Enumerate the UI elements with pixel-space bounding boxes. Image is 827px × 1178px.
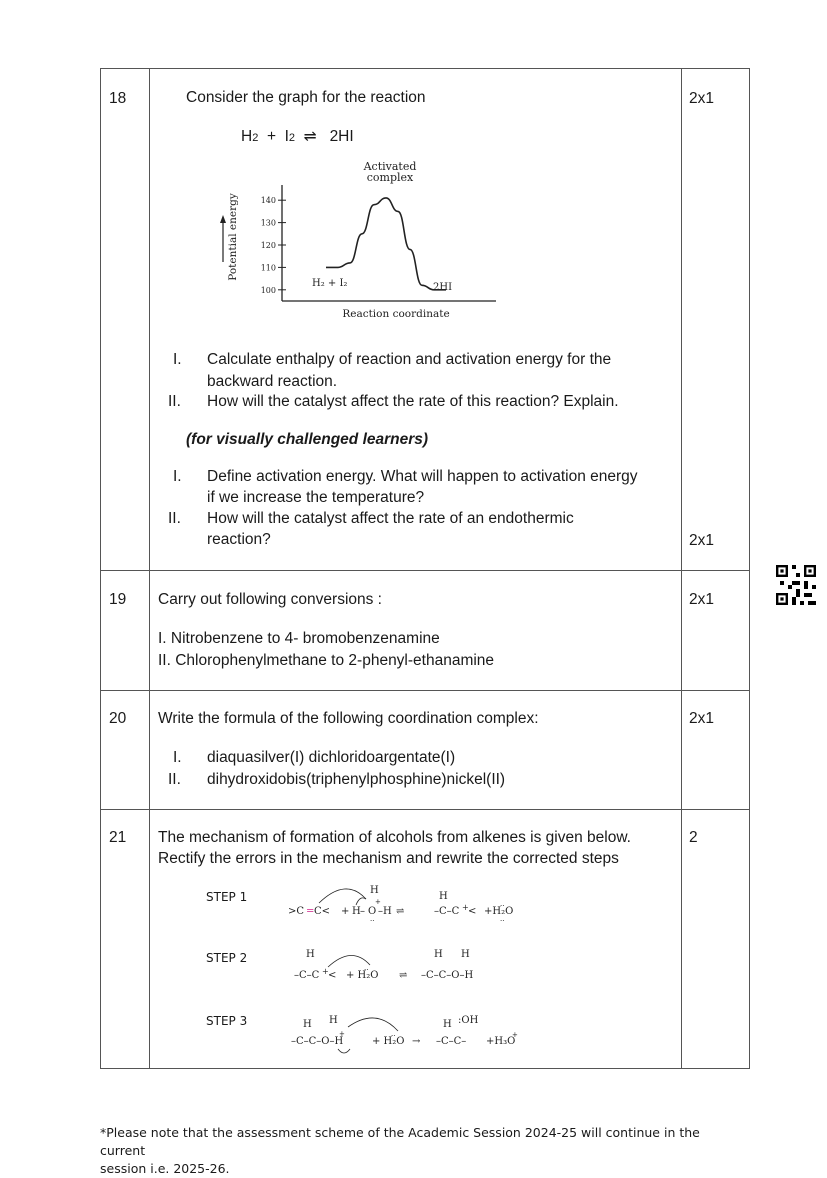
vi-heading: (for visually challenged learners) — [186, 431, 429, 448]
vi-item-roman: II. — [168, 510, 181, 527]
reactant-label: H₂ + I₂ — [312, 278, 348, 289]
svg-text:–C–C: –C–C — [294, 970, 320, 981]
item-text: Calculate enthalpy of reaction and activation energy for the — [207, 351, 612, 368]
question-line: The mechanism of formation of alcohols from alkenes is given below. — [158, 829, 631, 846]
question-line: Rectify the errors in the mechanism and rewrite the corrected steps — [158, 850, 619, 867]
marks: 2x1 — [689, 532, 714, 549]
svg-text:+: + — [462, 903, 469, 912]
svg-text:..: .. — [500, 900, 505, 908]
step2-structure — [294, 949, 474, 981]
y-tick-label: 130 — [260, 218, 276, 228]
y-label-arrowhead — [220, 215, 226, 223]
vi-item-text-cont: if we increase the temperature? — [207, 489, 425, 506]
qr-code — [776, 565, 816, 605]
step1-structure — [288, 885, 513, 923]
y-tick-label: 120 — [260, 241, 276, 250]
svg-text:+: + — [322, 967, 329, 976]
svg-text:H: H — [443, 1019, 452, 1030]
footer-line: *Please note that the assessment scheme of the Academic Session 2024-25 will continue in the current — [100, 1125, 700, 1158]
marks: 2x1 — [689, 710, 714, 727]
svg-text:H: H — [434, 949, 443, 960]
product-label: 2HI — [433, 282, 453, 293]
svg-text:→: → — [412, 1036, 421, 1047]
item-text-cont: backward reaction. — [207, 373, 338, 390]
footer-line: session i.e. 2025-26. — [100, 1161, 230, 1176]
svg-text:⇌: ⇌ — [399, 970, 408, 981]
conversion-item: I. Nitrobenzene to 4- bromobenzenamine — [158, 630, 440, 647]
question-intro: Consider the graph for the reaction — [186, 89, 426, 106]
svg-text:+H₃O: +H₃O — [486, 1036, 516, 1047]
svg-text:H: H — [329, 1015, 338, 1026]
row-separator — [101, 809, 749, 810]
column-divider-marks — [681, 69, 682, 1068]
svg-text:H: H — [370, 885, 379, 896]
vi-item-text: How will the catalyst affect the rate of an endothermic — [207, 510, 574, 527]
step-label: STEP 2 — [206, 951, 248, 965]
svg-text:..: .. — [370, 915, 375, 923]
vi-item-text-cont: reaction? — [207, 531, 271, 548]
footer-note — [100, 1124, 740, 1178]
svg-text::OH: :OH — [458, 1015, 479, 1026]
svg-text:–: – — [360, 906, 365, 917]
energy-curve — [326, 198, 446, 290]
question-number: 19 — [109, 591, 127, 608]
question-intro: Write the formula of the following coordination complex: — [158, 710, 539, 727]
svg-text:+ H₂O: + H₂O — [372, 1036, 405, 1047]
step-label: STEP 3 — [206, 1014, 248, 1028]
question-number: 21 — [109, 829, 127, 846]
conversion-item: II. Chlorophenylmethane to 2-phenyl-ethanamine — [158, 652, 495, 669]
question-intro: Carry out following conversions : — [158, 591, 382, 608]
svg-text:–C–C–: –C–C– — [436, 1036, 467, 1047]
svg-text:<: < — [328, 970, 337, 981]
marks: 2x1 — [689, 591, 714, 608]
svg-text:..: .. — [364, 964, 369, 972]
item-text: dihydroxidobis(triphenylphosphine)nickel(II) — [207, 771, 506, 788]
svg-text:–C–C–O–H: –C–C–O–H — [421, 970, 474, 981]
item-roman: II. — [168, 393, 181, 410]
item-text: How will the catalyst affect the rate of this reaction? Explain. — [207, 393, 619, 410]
svg-text:H: H — [306, 949, 315, 960]
row-separator — [101, 570, 749, 571]
reaction-equation: H2 + I2 ⇌ 2HI — [241, 128, 354, 145]
column-divider-number — [149, 69, 150, 1068]
svg-text:–C–C: –C–C — [434, 906, 460, 917]
item-text: diaquasilver(I) dichloridoargentate(I) — [207, 749, 456, 766]
svg-text:<: < — [468, 906, 477, 917]
step-label: STEP 1 — [206, 890, 248, 904]
question-number: 20 — [109, 710, 127, 727]
question-number: 18 — [109, 90, 127, 107]
svg-text:H: H — [439, 891, 448, 902]
y-tick-label: 100 — [260, 285, 276, 295]
energy-profile-chart — [216, 157, 506, 327]
svg-text:+: + — [375, 898, 381, 906]
svg-text:+ H₂O: + H₂O — [346, 970, 379, 981]
svg-text:>C: >C — [288, 906, 305, 917]
marks: 2 — [689, 829, 698, 846]
item-roman: I. — [173, 351, 182, 368]
item-roman: I. — [173, 749, 182, 766]
marks: 2x1 — [689, 90, 714, 107]
svg-text:–H: –H — [378, 906, 392, 917]
svg-text:+: + — [341, 906, 350, 917]
y-label — [227, 193, 239, 281]
svg-text:C<: C< — [314, 906, 331, 917]
annotation-complex: complex — [366, 171, 414, 184]
mechanism-diagram — [286, 877, 556, 1057]
svg-text:O: O — [368, 906, 377, 917]
svg-text:–C–C–O–H: –C–C–O–H — [291, 1036, 344, 1047]
row-separator — [101, 690, 749, 691]
svg-text:⇌: ⇌ — [396, 906, 405, 917]
y-tick-label: 110 — [260, 263, 276, 273]
svg-text:+H₂O: +H₂O — [484, 906, 514, 917]
svg-text:H: H — [303, 1019, 312, 1030]
annotation-activated: Activated — [363, 160, 417, 173]
svg-text:..: .. — [391, 1030, 396, 1038]
step3-structure — [291, 1015, 518, 1053]
vi-item-text: Define activation energy. What will happen to activation energy — [207, 468, 638, 485]
y-tick-label: 140 — [260, 196, 276, 206]
svg-text:..: .. — [500, 915, 505, 923]
svg-text:H: H — [352, 906, 361, 917]
svg-text:H: H — [461, 949, 470, 960]
item-roman: II. — [168, 771, 181, 788]
svg-text:+: + — [512, 1031, 518, 1039]
svg-text:Potential energy: Potential energy — [227, 193, 239, 281]
vi-item-roman: I. — [173, 468, 182, 485]
question-table — [100, 68, 750, 1069]
x-axis-label: Reaction coordinate — [342, 308, 450, 320]
svg-text:+: + — [339, 1030, 345, 1038]
svg-text:=: = — [306, 906, 315, 917]
